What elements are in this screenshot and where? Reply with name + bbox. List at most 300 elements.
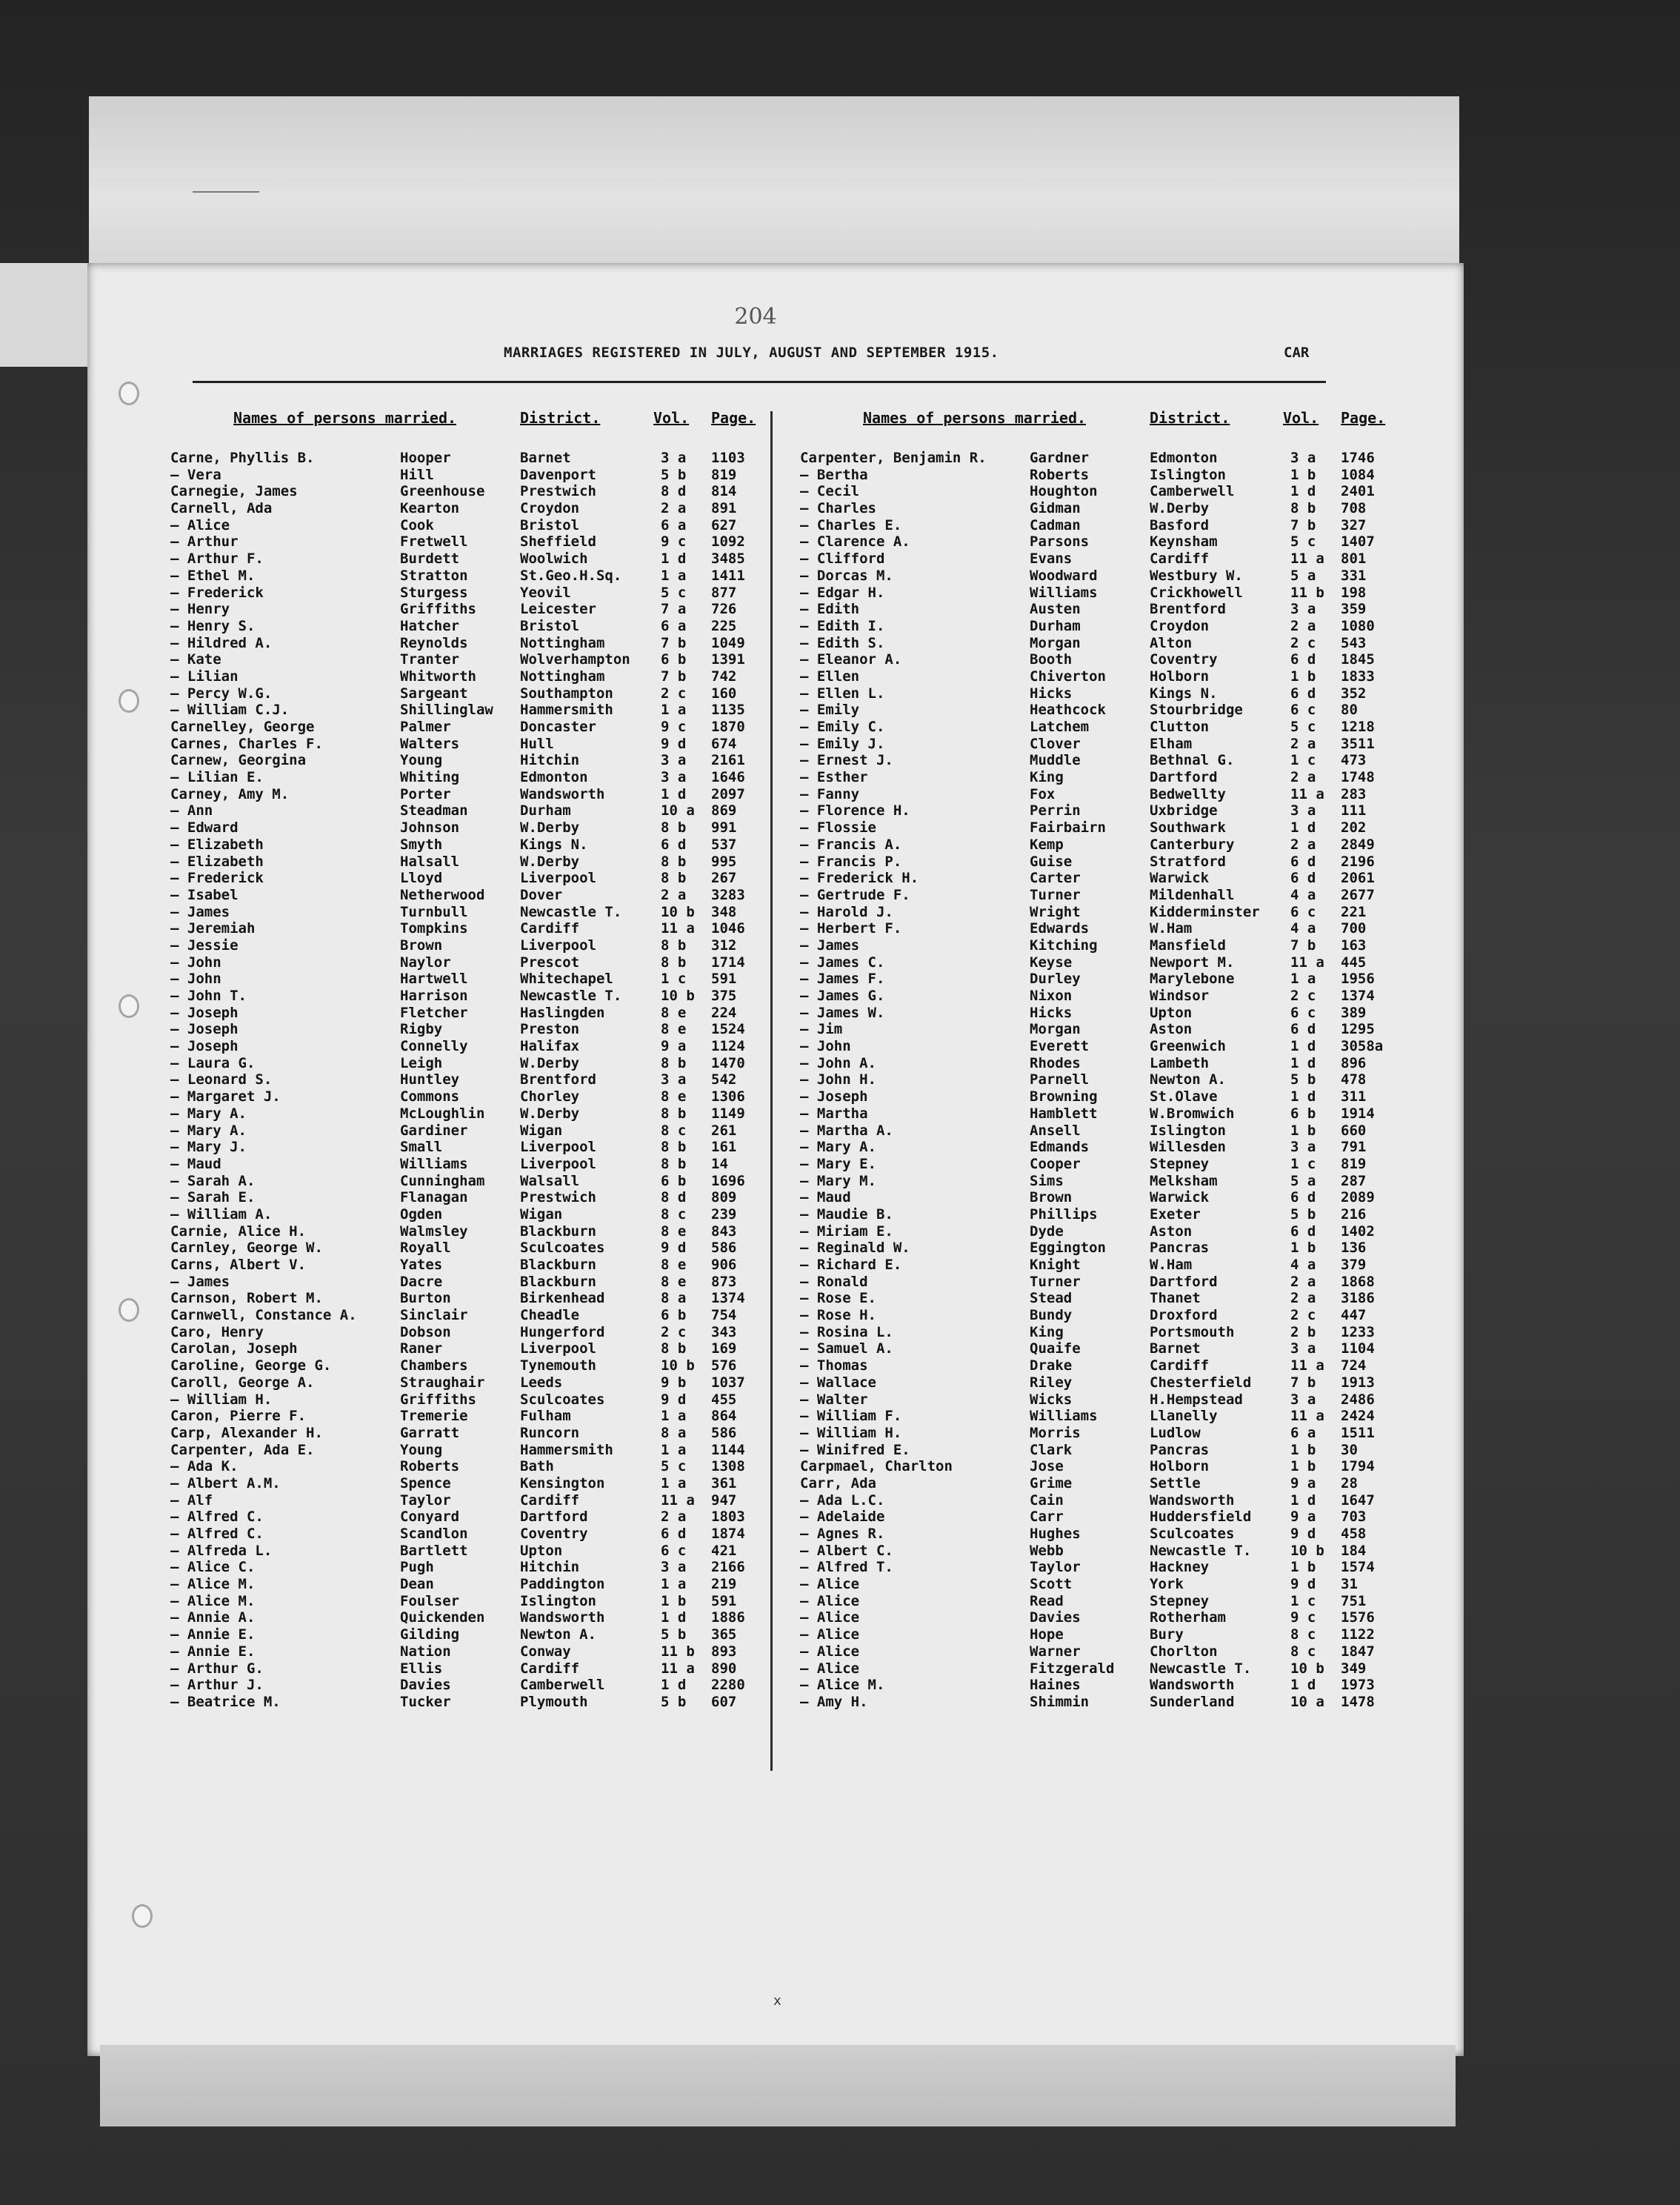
page-ref: 375	[711, 988, 737, 1004]
district-name: Newcastle T.	[1150, 1542, 1252, 1559]
spouse-surname: Williams	[400, 1155, 468, 1172]
given-name: — Alice	[800, 1626, 860, 1643]
volume: 5 a	[1290, 567, 1316, 584]
given-name: — Francis A.	[800, 836, 902, 853]
entry-row	[800, 837, 1407, 854]
volume: 2 a	[661, 1509, 687, 1526]
page-ref: 1308	[711, 1458, 745, 1475]
spouse-surname: Clark	[1030, 1441, 1073, 1458]
page-ref: 221	[1341, 903, 1367, 920]
volume: 3 a	[661, 450, 687, 466]
given-name: — Jessie	[170, 937, 239, 954]
volume: 6 d	[1290, 1189, 1316, 1206]
spouse-surname: Hughes	[1030, 1526, 1081, 1542]
page-ref: 543	[1341, 634, 1367, 651]
spouse-surname: Leigh	[400, 1054, 443, 1071]
volume: 8 e	[661, 1273, 687, 1290]
entry-row	[800, 1290, 1407, 1307]
given-name: — Mary A.	[170, 1122, 247, 1139]
district-name: Haslingden	[520, 1004, 605, 1021]
spouse-surname: Heathcock	[1030, 702, 1106, 719]
page-ref: 389	[1341, 1004, 1367, 1021]
spouse-surname: King	[1030, 1323, 1064, 1340]
left-film-edge	[0, 263, 89, 367]
given-name: — Alfred C.	[170, 1526, 264, 1542]
entry-row	[170, 719, 778, 736]
spouse-surname: Sargeant	[400, 685, 468, 702]
given-name: Carr, Ada	[800, 1474, 876, 1491]
given-name: — Winifred E.	[800, 1441, 910, 1458]
district-name: Bath	[520, 1458, 554, 1475]
spouse-surname: McLoughlin	[400, 1105, 485, 1122]
district-name: Durham	[520, 802, 571, 819]
district-name: Elham	[1150, 735, 1193, 752]
district-name: Clutton	[1150, 719, 1210, 735]
volume: 8 c	[1290, 1626, 1316, 1643]
district-name: Sunderland	[1150, 1693, 1235, 1710]
district-name: Barnet	[520, 450, 571, 466]
district-header: District.	[1150, 409, 1230, 427]
page-ref: 3511	[1341, 735, 1375, 752]
page-ref: 458	[1341, 1526, 1367, 1542]
given-name: — William C.J.	[170, 702, 290, 719]
entry-row	[800, 971, 1407, 988]
spouse-surname: Edwards	[1030, 920, 1090, 937]
given-name: — James C.	[800, 954, 885, 971]
entry-row	[800, 1340, 1407, 1357]
district-name: Sculcoates	[1150, 1526, 1235, 1542]
district-name: Prestwich	[520, 1189, 596, 1206]
given-name: — Mary M.	[800, 1172, 876, 1189]
volume: 1 a	[661, 567, 687, 584]
given-name: Carnegie, James	[170, 483, 298, 500]
volume: 5 b	[661, 1693, 687, 1710]
given-name: — Elizabeth	[170, 853, 264, 870]
spouse-surname: Eggington	[1030, 1240, 1106, 1257]
volume: 3 a	[661, 1071, 687, 1088]
given-name: — Martha	[800, 1105, 868, 1122]
volume: 2 c	[661, 685, 687, 702]
entry-row	[800, 1543, 1407, 1560]
entry-row	[170, 819, 778, 837]
entry-row	[170, 786, 778, 803]
entry-row	[170, 920, 778, 937]
page-ref: 809	[711, 1189, 737, 1206]
district-name: Hammersmith	[520, 702, 613, 719]
page-ref: 3283	[711, 886, 745, 903]
scratch-mark	[193, 191, 259, 193]
entry-row	[800, 533, 1407, 551]
given-name: — Jeremiah	[170, 920, 256, 937]
spouse-surname: Phillips	[1030, 1205, 1098, 1223]
spouse-surname: Bartlett	[400, 1542, 468, 1559]
volume: 8 b	[661, 1054, 687, 1071]
spouse-surname: Fitzgerald	[1030, 1660, 1115, 1677]
page-ref: 1135	[711, 702, 745, 719]
spouse-surname: Ansell	[1030, 1122, 1081, 1139]
spouse-surname: Drake	[1030, 1357, 1073, 1374]
spouse-surname: Webb	[1030, 1542, 1064, 1559]
volume: 8 b	[661, 1340, 687, 1357]
vol-header: Vol.	[1283, 409, 1319, 427]
entry-row	[800, 1626, 1407, 1643]
spouse-surname: Tompkins	[400, 920, 468, 937]
page-ref: 2196	[1341, 853, 1375, 870]
district-name: Warwick	[1150, 870, 1210, 887]
spouse-surname: Bundy	[1030, 1307, 1073, 1324]
volume: 8 c	[1290, 1643, 1316, 1660]
given-name: Caron, Pierre F.	[170, 1408, 307, 1425]
given-name: — Maud	[800, 1189, 851, 1206]
volume: 3 a	[661, 769, 687, 786]
given-name: — Leonard S.	[170, 1071, 273, 1088]
district-name: Hungerford	[520, 1323, 605, 1340]
punch-hole	[119, 994, 139, 1018]
spouse-surname: Nixon	[1030, 988, 1073, 1004]
given-name: — James F.	[800, 971, 885, 988]
spouse-surname: Latchem	[1030, 719, 1090, 735]
entry-row	[800, 668, 1407, 685]
district-name: Llanelly	[1150, 1408, 1218, 1425]
spouse-surname: Knight	[1030, 1257, 1081, 1273]
spouse-surname: Muddle	[1030, 752, 1081, 769]
page-ref: 726	[711, 601, 737, 618]
volume: 7 b	[1290, 1374, 1316, 1391]
given-name: Carp, Alexander H.	[170, 1424, 323, 1441]
entry-row	[170, 551, 778, 568]
entry-row	[170, 870, 778, 887]
page-ref: 724	[1341, 1357, 1367, 1374]
given-name: — Flossie	[800, 819, 876, 837]
volume: 1 b	[1290, 1240, 1316, 1257]
given-name: — Ethel M.	[170, 567, 256, 584]
district-name: Kensington	[520, 1474, 605, 1491]
entry-row	[170, 1223, 778, 1240]
entry-row	[170, 1307, 778, 1324]
volume: 1 b	[1290, 1559, 1316, 1576]
given-name: — Albert A.M.	[170, 1474, 281, 1491]
given-name: — Edith	[800, 601, 860, 618]
page-ref: 3058a	[1341, 1038, 1384, 1055]
spouse-surname: Keyse	[1030, 954, 1073, 971]
volume: 9 d	[661, 1240, 687, 1257]
page-ref: 1748	[1341, 769, 1375, 786]
page-ref: 2280	[711, 1677, 745, 1694]
entry-row	[800, 802, 1407, 819]
entry-row	[170, 854, 778, 871]
volume: 8 b	[661, 1155, 687, 1172]
page-ref: 1646	[711, 769, 745, 786]
entry-row	[170, 1189, 778, 1206]
entry-row	[170, 500, 778, 517]
district-name: Cheadle	[520, 1307, 580, 1324]
given-name: — Alice C.	[170, 1559, 256, 1576]
page-ref: 283	[1341, 785, 1367, 802]
spouse-surname: Straughair	[400, 1374, 485, 1391]
district-name: Barnet	[1150, 1340, 1201, 1357]
page-ref: 184	[1341, 1542, 1367, 1559]
page-ref: 1794	[1341, 1458, 1375, 1475]
given-name: — Gertrude F.	[800, 886, 910, 903]
district-name: Camberwell	[1150, 483, 1235, 500]
entry-row	[170, 769, 778, 786]
volume: 8 b	[661, 853, 687, 870]
volume: 1 d	[1290, 1677, 1316, 1694]
spouse-surname: Williams	[1030, 1408, 1098, 1425]
district-name: Tynemouth	[520, 1357, 596, 1374]
district-name: Cardiff	[1150, 1357, 1210, 1374]
district-name: Wigan	[520, 1122, 563, 1139]
volume: 11 b	[661, 1643, 695, 1660]
given-name: — Arthur F.	[170, 551, 264, 568]
given-name: Carnelley, George	[170, 719, 315, 735]
page-ref: 136	[1341, 1240, 1367, 1257]
spouse-surname: Clover	[1030, 735, 1081, 752]
entry-row	[170, 1626, 778, 1643]
entry-row	[170, 1240, 778, 1257]
page-ref: 169	[711, 1340, 737, 1357]
district-name: Greenwich	[1150, 1038, 1226, 1055]
footer-mark: x	[773, 1993, 781, 2009]
given-name: Carpenter, Ada E.	[170, 1441, 315, 1458]
page-ref: 111	[1341, 802, 1367, 819]
page-ref: 2097	[711, 785, 745, 802]
volume: 8 a	[661, 1424, 687, 1441]
entry-row	[800, 1492, 1407, 1509]
volume: 3 a	[661, 752, 687, 769]
given-name: — Lilian	[170, 668, 239, 685]
district-name: Rotherham	[1150, 1609, 1226, 1626]
volume: 8 c	[661, 1205, 687, 1223]
spouse-surname: Guise	[1030, 853, 1073, 870]
page-ref: 1104	[1341, 1340, 1375, 1357]
district-name: Aston	[1150, 1021, 1193, 1038]
given-name: Carnson, Robert M.	[170, 1290, 323, 1307]
volume: 5 c	[661, 1458, 687, 1475]
volume: 10 b	[661, 988, 695, 1004]
spouse-surname: Riley	[1030, 1374, 1073, 1391]
page-ref: 1374	[1341, 988, 1375, 1004]
entry-row	[800, 1391, 1407, 1409]
entry-row	[800, 1324, 1407, 1341]
entry-row	[170, 1105, 778, 1123]
page-ref: 2849	[1341, 836, 1375, 853]
spouse-surname: Dyde	[1030, 1223, 1064, 1240]
page-ref: 991	[711, 819, 737, 837]
district-name: Fulham	[520, 1408, 571, 1425]
spouse-surname: Small	[400, 1139, 443, 1156]
page-ref: 219	[711, 1576, 737, 1593]
district-name: Wolverhampton	[520, 651, 630, 668]
district-name: Kings N.	[1150, 685, 1218, 702]
entry-row	[800, 1088, 1407, 1105]
page-ref: 239	[711, 1205, 737, 1223]
page-ref: 877	[711, 584, 737, 601]
page-ref: 327	[1341, 516, 1367, 533]
volume: 1 d	[1290, 1054, 1316, 1071]
given-name: — Clifford	[800, 551, 885, 568]
given-name: — Laura G.	[170, 1054, 256, 1071]
entry-row	[800, 854, 1407, 871]
given-name: — Alfred C.	[170, 1509, 264, 1526]
volume: 2 a	[1290, 1290, 1316, 1307]
volume: 6 d	[1290, 685, 1316, 702]
spouse-surname: Gilding	[400, 1626, 460, 1643]
given-name: — William A.	[170, 1205, 273, 1223]
entry-row	[800, 651, 1407, 668]
vol-header: Vol.	[653, 409, 690, 427]
given-name: — William F.	[800, 1408, 902, 1425]
district-name: Hackney	[1150, 1559, 1210, 1576]
district-name: Stepney	[1150, 1592, 1210, 1609]
spouse-surname: Cadman	[1030, 516, 1081, 533]
entry-row	[170, 517, 778, 534]
top-film-strip	[89, 96, 1459, 267]
district-name: Wandsworth	[1150, 1677, 1235, 1694]
entry-row	[170, 954, 778, 971]
volume: 11 b	[1290, 584, 1324, 601]
spouse-surname: Palmer	[400, 719, 451, 735]
district-name: Exeter	[1150, 1205, 1201, 1223]
district-name: Runcorn	[520, 1424, 580, 1441]
spouse-surname: Foulser	[400, 1592, 460, 1609]
entry-row	[800, 736, 1407, 753]
spouse-surname: Chiverton	[1030, 668, 1106, 685]
district-name: Settle	[1150, 1474, 1201, 1491]
volume: 9 b	[661, 1374, 687, 1391]
volume: 1 b	[1290, 668, 1316, 685]
entry-row	[800, 786, 1407, 803]
spouse-surname: Jose	[1030, 1458, 1064, 1475]
district-name: Leicester	[520, 601, 596, 618]
given-name: — Annie A.	[170, 1609, 256, 1626]
page-ref: 2161	[711, 752, 745, 769]
district-name: Bethnal G.	[1150, 752, 1235, 769]
district-name: Wandsworth	[520, 785, 605, 802]
page-ref: 261	[711, 1122, 737, 1139]
spouse-surname: Morris	[1030, 1424, 1081, 1441]
volume: 1 d	[1290, 483, 1316, 500]
volume: 9 d	[1290, 1526, 1316, 1542]
district-name: Islington	[1150, 466, 1226, 483]
given-name: — Herbert F.	[800, 920, 902, 937]
page-ref: 586	[711, 1240, 737, 1257]
given-name: — John A.	[800, 1054, 876, 1071]
volume: 1 c	[661, 971, 687, 988]
spouse-surname: Houghton	[1030, 483, 1098, 500]
spouse-surname: Turnbull	[400, 903, 468, 920]
volume: 6 c	[1290, 903, 1316, 920]
district-name: Liverpool	[520, 1155, 596, 1172]
district-name: Halifax	[520, 1038, 580, 1055]
entry-row	[800, 1694, 1407, 1711]
page-title: MARRIAGES REGISTERED IN JULY, AUGUST AND SEPTEMBER 1915.	[504, 345, 999, 361]
spouse-surname: Pugh	[400, 1559, 434, 1576]
district-name: Stratford	[1150, 853, 1226, 870]
volume: 5 b	[1290, 1205, 1316, 1223]
volume: 6 d	[1290, 651, 1316, 668]
page-ref: 1049	[711, 634, 745, 651]
volume: 8 e	[661, 1004, 687, 1021]
volume: 8 d	[661, 483, 687, 500]
volume: 6 b	[661, 1307, 687, 1324]
page-ref: 1576	[1341, 1609, 1375, 1626]
spouse-surname: Smyth	[400, 836, 443, 853]
page-ref: 1084	[1341, 466, 1375, 483]
spouse-surname: Brown	[1030, 1189, 1073, 1206]
volume: 9 c	[1290, 1609, 1316, 1626]
page-header: Page.	[711, 409, 756, 427]
page-ref: 791	[1341, 1139, 1367, 1156]
given-name: — Vera	[170, 466, 221, 483]
entry-row	[170, 601, 778, 618]
given-name: Carney, Amy M.	[170, 785, 290, 802]
entry-row	[170, 1156, 778, 1173]
page-ref: 1746	[1341, 450, 1375, 466]
given-name: — Agnes R.	[800, 1526, 885, 1542]
spouse-surname: Durham	[1030, 617, 1081, 634]
entry-row	[800, 1307, 1407, 1324]
entry-row	[800, 1509, 1407, 1526]
given-name: — Percy W.G.	[170, 685, 273, 702]
entry-row	[170, 685, 778, 702]
district-name: Westbury W.	[1150, 567, 1243, 584]
district-name: Nottingham	[520, 634, 605, 651]
volume: 9 a	[1290, 1474, 1316, 1491]
volume: 6 a	[1290, 1424, 1316, 1441]
district-name: Wandsworth	[1150, 1491, 1235, 1509]
volume: 8 b	[661, 870, 687, 887]
page-ref: 216	[1341, 1205, 1367, 1223]
volume: 6 a	[661, 516, 687, 533]
given-name: — Arthur G.	[170, 1660, 264, 1677]
district-name: W.Ham	[1150, 920, 1193, 937]
given-name: — Beatrice M.	[170, 1693, 281, 1710]
district-name: Edmonton	[520, 769, 588, 786]
volume: 3 a	[1290, 1391, 1316, 1408]
entry-row	[800, 1005, 1407, 1022]
spouse-surname: Rhodes	[1030, 1054, 1081, 1071]
district-name: Chorley	[520, 1088, 580, 1105]
district-name: Wigan	[520, 1205, 563, 1223]
page-ref: 30	[1341, 1441, 1358, 1458]
names-header: Names of persons married.	[863, 409, 1087, 427]
given-name: — James	[800, 937, 860, 954]
volume: 1 b	[1290, 466, 1316, 483]
given-name: — William H.	[170, 1391, 273, 1408]
volume: 3 a	[1290, 601, 1316, 618]
given-name: — Ann	[170, 802, 213, 819]
district-name: Holborn	[1150, 1458, 1210, 1475]
page-ref: 2486	[1341, 1391, 1375, 1408]
district-name: Birkenhead	[520, 1290, 605, 1307]
page-ref: 947	[711, 1491, 737, 1509]
spouse-surname: Quickenden	[400, 1609, 485, 1626]
district-name: Liverpool	[520, 1340, 596, 1357]
page-ref: 1233	[1341, 1323, 1375, 1340]
entry-row	[800, 954, 1407, 971]
district-name: H.Hempstead	[1150, 1391, 1243, 1408]
spouse-surname: Stratton	[400, 567, 468, 584]
entry-row	[170, 483, 778, 500]
page-ref: 708	[1341, 500, 1367, 517]
page-ref: 1295	[1341, 1021, 1375, 1038]
spouse-surname: Woodward	[1030, 567, 1098, 584]
entry-row	[800, 551, 1407, 568]
entry-row	[170, 1257, 778, 1274]
page-ref: 819	[1341, 1155, 1367, 1172]
given-name: — Dorcas M.	[800, 567, 893, 584]
